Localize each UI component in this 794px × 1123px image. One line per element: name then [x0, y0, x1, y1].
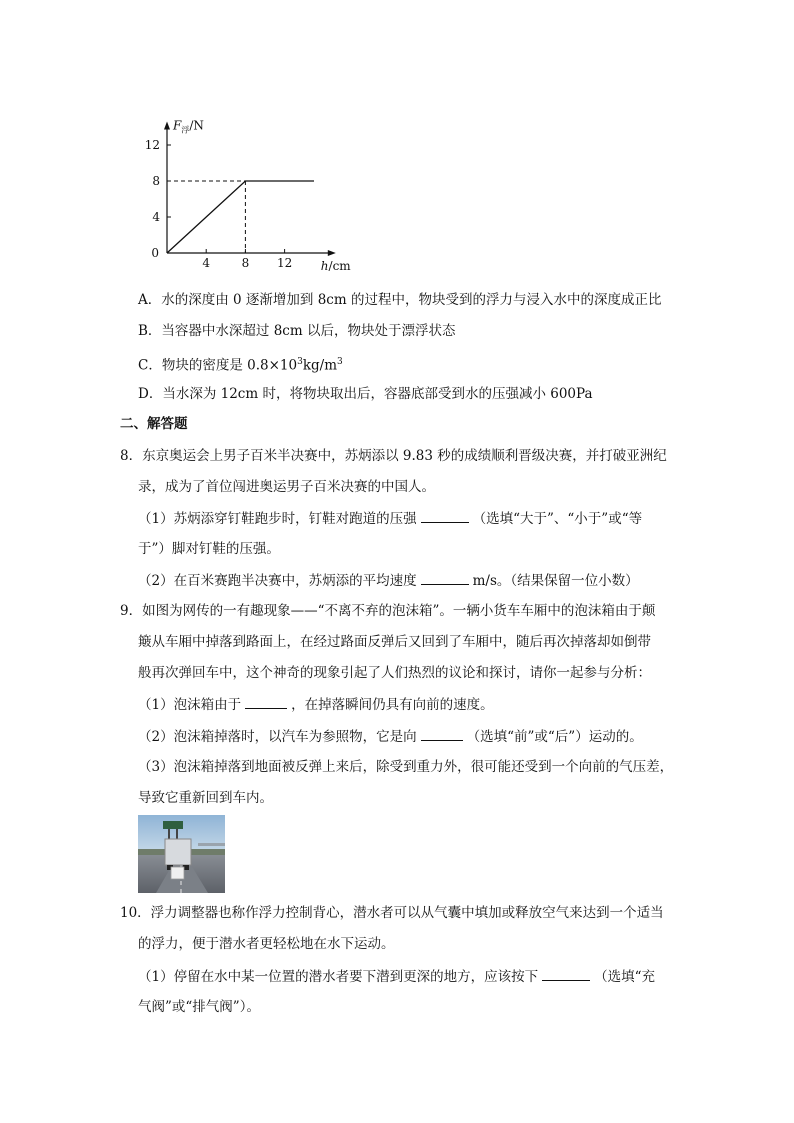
q8-part1 — [138, 508, 642, 529]
q9-blank2[interactable] — [421, 726, 463, 741]
option-a: A．水的深度由 0 逐渐增加到 8cm 的过程中，物块受到的浮力与浸入水中的深度成正比 — [138, 292, 662, 308]
x-axis-label: h/cm — [320, 259, 351, 273]
y-tick-label: 4 — [152, 210, 160, 224]
series-line — [167, 181, 314, 253]
q9-blank1[interactable] — [245, 694, 287, 709]
q9-line2: 簸从车厢中掉落到路面上，在经过路面反弹后又回到了车厢中，随后再次掉落却如倒带 — [138, 634, 651, 650]
q9-line1: 9．如图为网传的一有趣现象——“不离不弃的泡沫箱”。一辆小货车车厢中的泡沫箱由于颠 — [120, 603, 656, 619]
q10-blank1[interactable] — [542, 966, 590, 981]
y-tick-label: 12 — [144, 138, 160, 152]
q9-part1-post: ，在掉落瞬间仍具有向前的速度。 — [291, 697, 494, 713]
q9-part3-line2: 导致它重新回到车内。 — [138, 790, 273, 806]
x-tick-label: 4 — [202, 256, 211, 270]
q10-part1-pre: （1）停留在水中某一位置的潜水者要下潜到更深的地方，应该按下 — [138, 969, 539, 985]
x-tick-label: 8 — [241, 256, 250, 270]
option-c-unit: kg/m — [302, 357, 337, 374]
q9-part2-post: （选填“前”或“后”）运动的。 — [466, 729, 643, 745]
q8-part1-pre: （1）苏炳添穿钉鞋跑步时，钉鞋对跑道的压强 — [138, 511, 417, 527]
option-c-unit-exponent: 3 — [337, 357, 343, 367]
option-c — [138, 352, 343, 376]
q8-blank1[interactable] — [421, 508, 469, 523]
q8-part2 — [138, 570, 639, 591]
q8-line1: 8．东京奥运会上男子百米半决赛中，苏炳添以 9.83 秒的成绩顺利晋级决赛，并打破亚洲纪 — [120, 448, 667, 464]
option-c-exponent: 3 — [297, 357, 303, 367]
q9-line3: 般再次弹回车中，这个神奇的现象引起了人们热烈的议论和探讨，请你一起参与分析： — [138, 665, 651, 681]
q10-line1: 10．浮力调整器也称作浮力控制背心，潜水者可以从气囊中填加或释放空气来达到一个适当 — [120, 905, 664, 921]
q8-part1-post: （选填“大于”、“小于”或“等 — [472, 511, 643, 527]
buoyancy-depth-chart — [140, 105, 360, 280]
y-axis-arrow — [164, 122, 170, 130]
q10-part1-line2: 气阀”或“排气阀”）。 — [138, 999, 260, 1015]
option-b: B．当容器中水深超过 8cm 以后，物块处于漂浮状态 — [138, 323, 456, 339]
q8-blank2[interactable] — [421, 570, 469, 585]
q10-part1-post: （选填“充 — [594, 969, 655, 985]
x-axis-arrow — [328, 250, 336, 256]
y-axis-label: $F_浮/N$ — [173, 118, 204, 135]
q9-part1 — [138, 694, 494, 715]
q8-part1-line2: 于”）脚对钉鞋的压强。 — [138, 541, 280, 557]
option-d: D．当水深为 12cm 时，将物块取出后，容器底部受到水的压强减小 600Pa — [138, 386, 593, 402]
truck-foam-box-photo — [138, 815, 225, 893]
q8-part2-pre: （2）在百米赛跑半决赛中，苏炳添的平均速度 — [138, 573, 417, 589]
section-title: 二、解答题 — [120, 416, 188, 432]
q9-part3-line1: （3）泡沫箱掉落到地面被反弹上来后，除受到重力外，很可能还受到一个向前的气压差， — [138, 759, 674, 775]
y-tick-label: 8 — [152, 174, 160, 188]
q9-part2-pre: （2）泡沫箱掉落时，以汽车为参照物，它是向 — [138, 729, 417, 745]
q10-line2: 的浮力，便于潜水者更轻松地在水下运动。 — [138, 936, 395, 952]
q9-part2 — [138, 726, 643, 747]
option-c-text: C．物块的密度是 0.8×10 — [138, 357, 298, 374]
q8-line2: 录，成为了首位闯进奥运男子百米决赛的中国人。 — [138, 479, 435, 495]
origin-label: 0 — [151, 246, 159, 260]
q9-part1-pre: （1）泡沫箱由于 — [138, 697, 242, 713]
q10-part1 — [138, 966, 655, 987]
x-tick-label: 12 — [276, 256, 293, 270]
q8-part2-post: m/s。（结果保留一位小数） — [472, 573, 639, 589]
